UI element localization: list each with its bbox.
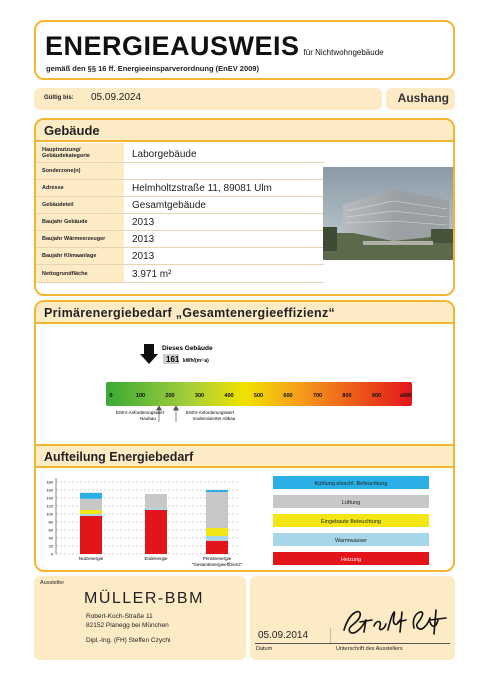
ref-mod-label-2: modernisierter Altbau bbox=[192, 416, 236, 421]
issuer-city: 82152 Planegg bei München bbox=[86, 622, 169, 629]
primary-energy-heading: Primärenergiebedarf „Gesamtenergieeffizienz“ bbox=[36, 302, 453, 324]
building-row-label: Gebäudeteil bbox=[36, 197, 124, 213]
energy-scale bbox=[36, 324, 452, 442]
marker-value: 161 bbox=[166, 355, 180, 364]
building-photo bbox=[323, 167, 455, 260]
scale-tick-label: 200 bbox=[165, 393, 175, 399]
category-label: Primärenergie bbox=[202, 556, 232, 561]
issuer-street: Robert-Koch-Straße 11 bbox=[86, 613, 153, 620]
issuer-person: Dipl.-Ing. (FH) Steffen Czychi bbox=[86, 637, 171, 644]
bar-segment bbox=[80, 514, 102, 516]
building-row-label: Nettogrundfläche bbox=[36, 265, 124, 282]
aushang-label: Aushang bbox=[397, 91, 449, 105]
aushang-badge bbox=[386, 88, 455, 110]
building-row-label: Hauptnutzung/ Gebäudekategorie bbox=[36, 143, 124, 162]
y-tick-label: 100 bbox=[46, 511, 53, 517]
energy-distribution-panel bbox=[34, 444, 455, 572]
scale-tick-label: 0 bbox=[109, 393, 113, 399]
building-row bbox=[36, 214, 324, 231]
bar-segment bbox=[206, 536, 228, 541]
distribution-heading: Aufteilung Energiebedarf bbox=[36, 446, 453, 468]
building-row bbox=[36, 197, 324, 214]
primary-energy-panel bbox=[34, 300, 455, 444]
building-row-value: 3.971 m² bbox=[132, 269, 172, 280]
title-panel bbox=[34, 20, 455, 80]
signature-date: 05.09.2014 bbox=[258, 630, 309, 641]
y-tick-label: 40 bbox=[48, 535, 53, 541]
y-tick-label: 160 bbox=[46, 487, 53, 493]
signature-divider bbox=[330, 628, 331, 643]
ref-new-label-2: Neubau bbox=[140, 416, 156, 421]
bar-segment bbox=[206, 528, 228, 536]
date-caption: Datum bbox=[256, 646, 273, 652]
building-row-value: Helmholtzstraße 11, 89081 Ulm bbox=[132, 183, 272, 194]
valid-until-date: 05.09.2024 bbox=[91, 92, 142, 103]
building-row-label: Baujahr Klimaanlage bbox=[36, 248, 124, 264]
bar-segment bbox=[206, 541, 228, 554]
legend-label: Lüftung bbox=[341, 500, 361, 506]
marker-arrow-icon bbox=[140, 344, 158, 364]
scale-tick-label: ≥990 bbox=[399, 393, 413, 399]
scale-tick-label: 100 bbox=[135, 393, 146, 399]
bar-segment bbox=[145, 508, 167, 510]
building-heading: Gebäude bbox=[36, 120, 453, 142]
signature-caption: Unterschrift des Ausstellers bbox=[336, 646, 403, 652]
building-row bbox=[36, 180, 324, 197]
bar-segment bbox=[80, 499, 102, 510]
y-tick-label: 120 bbox=[46, 503, 53, 509]
building-row bbox=[36, 163, 324, 180]
building-row-label: Baujahr Gebäude bbox=[36, 214, 124, 230]
signature-line bbox=[255, 643, 450, 644]
scale-tick-label: 300 bbox=[194, 393, 205, 399]
signature-panel bbox=[250, 576, 455, 660]
ref-mod-label-1: EnEV-Anforderungswert bbox=[185, 410, 235, 415]
building-row-value: 2013 bbox=[132, 234, 155, 245]
building-row bbox=[36, 231, 324, 248]
building-row bbox=[36, 248, 324, 265]
legend-label: Eingebaute Beleuchtung bbox=[321, 519, 381, 525]
y-tick-label: 60 bbox=[48, 527, 53, 533]
scale-tick-label: 800 bbox=[342, 393, 352, 399]
bar-segment bbox=[80, 493, 102, 499]
distribution-chart bbox=[36, 468, 452, 572]
building-row-value: 2013 bbox=[132, 251, 155, 262]
scale-tick-label: 400 bbox=[224, 393, 234, 399]
document-title: ENERGIEAUSWEIS für Nichtwohngebäude bbox=[45, 31, 384, 61]
validity-bar bbox=[34, 88, 382, 110]
scale-tick-label: 700 bbox=[312, 393, 323, 399]
legend-label: Heizung bbox=[340, 557, 362, 563]
regulation-reference: gemäß den §§ 16 ff. Energieeinsparverordnung (EnEV 2009) bbox=[46, 64, 259, 73]
building-row-label: Baujahr Wärmeerzeuger bbox=[36, 231, 124, 247]
building-panel bbox=[34, 118, 455, 296]
y-tick-label: 180 bbox=[46, 479, 53, 485]
bar-segment bbox=[145, 494, 167, 508]
building-row-value: 2013 bbox=[132, 217, 155, 228]
bar-segment bbox=[206, 492, 228, 528]
bar-segment bbox=[145, 510, 167, 554]
y-tick-label: 20 bbox=[48, 543, 53, 549]
marker-unit: kWh/(m²·a) bbox=[183, 358, 209, 364]
document-subtitle: für Nichtwohngebäude bbox=[303, 48, 384, 57]
scale-tick-label: 600 bbox=[283, 393, 293, 399]
y-tick-label: 140 bbox=[46, 495, 53, 501]
category-label-line2: "Gesamtenergieeffizienz" bbox=[191, 562, 243, 567]
y-tick-label: 0 bbox=[50, 551, 53, 557]
scale-tick-label: 500 bbox=[253, 393, 264, 399]
bar-segment bbox=[206, 490, 228, 492]
building-row-value: Laborgebäude bbox=[132, 149, 197, 160]
building-row bbox=[36, 265, 324, 283]
category-label: Endenergie bbox=[144, 556, 168, 561]
bar-segment bbox=[80, 516, 102, 554]
issuer-caption: Aussteller bbox=[40, 580, 65, 586]
issuer-company-name: MÜLLER-BBM bbox=[84, 590, 204, 607]
y-tick-label: 80 bbox=[48, 519, 53, 525]
building-row-label: Sonderzone(n) bbox=[36, 163, 124, 179]
building-row bbox=[36, 143, 324, 163]
legend-label: Kühlung einschl. Befeuchtung bbox=[314, 481, 388, 487]
legend-label: Warmwasser bbox=[335, 538, 367, 544]
building-row-value: Gesamtgebäude bbox=[132, 200, 206, 211]
category-label: Nutzenergie bbox=[78, 556, 104, 561]
valid-until-label: Gültig bis: bbox=[44, 95, 74, 101]
building-row-label: Adresse bbox=[36, 180, 124, 196]
marker-label: Dieses Gebäude bbox=[162, 345, 213, 352]
issuer-panel bbox=[34, 576, 246, 660]
ref-new-label-1: EnEV-Anforderungswert bbox=[115, 410, 165, 415]
handwritten-signature bbox=[340, 602, 450, 638]
scale-tick-label: 900 bbox=[371, 393, 382, 399]
bar-segment bbox=[80, 510, 102, 514]
